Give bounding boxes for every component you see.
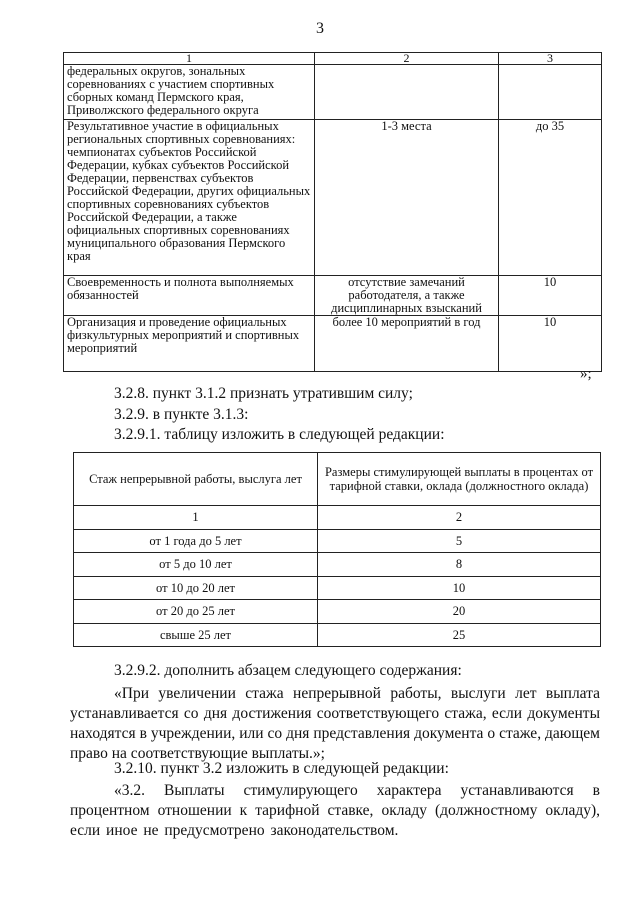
table-row: [74, 553, 601, 577]
table-row: [64, 276, 602, 316]
criterion-cell: Организация и проведение официальных физкультурных мероприятий и спортивных мероприятий: [64, 316, 315, 372]
table-row: [74, 600, 601, 624]
value-cell: [499, 65, 602, 120]
period-cell: от 5 до 10 лет: [74, 553, 318, 577]
table-row: [74, 576, 601, 600]
closing-quote: »;: [580, 366, 592, 382]
criterion-cell: федеральных округов, зональных соревнованиях с участием спортивных сборных команд Пермского края, Приволжского федерального округа: [64, 65, 315, 120]
value-cell: 5: [318, 529, 601, 553]
table-header-row: [64, 53, 602, 65]
criterion-cell: Результативное участие в официальных региональных спортивных соревнованиях: чемпионатах субъектов Российской Федерации, кубках субъектов Российской Федерации, первенствах субъектов Российской Федерации, других официальных спортивных соревнованиях субъектов Российской Федерации, а также официальных спортивных соревнованиях муниципального образования Пермского края: [64, 120, 315, 276]
paragraph-3-2-10: 3.2.10. пункт 3.2 изложить в следующей редакции:: [114, 760, 449, 777]
paragraph-3-2-9-2: 3.2.9.2. дополнить абзацем следующего содержания:: [114, 662, 462, 679]
value-cell: 25: [318, 623, 601, 647]
header-cell: Размеры стимулирующей выплаты в процентах от тарифной ставки, оклада (должностного оклада): [318, 453, 601, 506]
table-row: [64, 316, 602, 372]
paragraph-3-2-8: 3.2.8. пункт 3.1.2 признать утратившим силу;: [114, 385, 413, 402]
value-cell: 10: [499, 276, 602, 316]
period-cell: от 20 до 25 лет: [74, 600, 318, 624]
table-header-row: [74, 453, 601, 506]
paragraph-3-2-9: 3.2.9. в пункте 3.1.3:: [114, 406, 249, 423]
table-row: [74, 506, 601, 530]
seniority-table: [73, 452, 601, 647]
period-cell: от 1 года до 5 лет: [74, 529, 318, 553]
inserted-paragraph: «При увеличении стажа непрерывной работы, выслуги лет выплата устанавливается со дня достижения соответствующего стажа, если документы находятся в учреждении, или со дня представления документа о стаже, дающем право на соответствующие выплаты.»;: [70, 685, 600, 762]
value-cell: 10: [499, 316, 602, 372]
header-cell: Стаж непрерывной работы, выслуга лет: [74, 453, 318, 506]
period-cell: от 10 до 20 лет: [74, 576, 318, 600]
period-cell: свыше 25 лет: [74, 623, 318, 647]
page-number: 3: [316, 20, 324, 37]
column-number: 3: [499, 53, 602, 65]
column-number: 2: [318, 506, 601, 530]
value-cell: 20: [318, 600, 601, 624]
new-paragraph-3-2: «3.2. Выплаты стимулирующего характера устанавливаются в процентном отношении к тарифной ставке, окладу (должностному окладу), если иное не предусмотрено законодательством.: [70, 782, 600, 839]
condition-cell: отсутствие замечаний работодателя, а также дисциплинарных взысканий: [315, 276, 499, 316]
condition-cell: [315, 65, 499, 120]
column-number: 1: [64, 53, 315, 65]
column-number: 1: [74, 506, 318, 530]
value-cell: до 35: [499, 120, 602, 276]
criterion-cell: Своевременность и полнота выполняемых обязанностей: [64, 276, 315, 316]
table-row: [74, 529, 601, 553]
value-cell: 8: [318, 553, 601, 577]
table-row: [64, 120, 602, 276]
column-number: 2: [315, 53, 499, 65]
criteria-table: [63, 52, 602, 372]
condition-cell: 1-3 места: [315, 120, 499, 276]
value-cell: 10: [318, 576, 601, 600]
condition-cell: более 10 мероприятий в год: [315, 316, 499, 372]
paragraph-3-2-9-1: 3.2.9.1. таблицу изложить в следующей редакции:: [114, 426, 445, 443]
table-row: [74, 623, 601, 647]
table-row: [64, 65, 602, 120]
